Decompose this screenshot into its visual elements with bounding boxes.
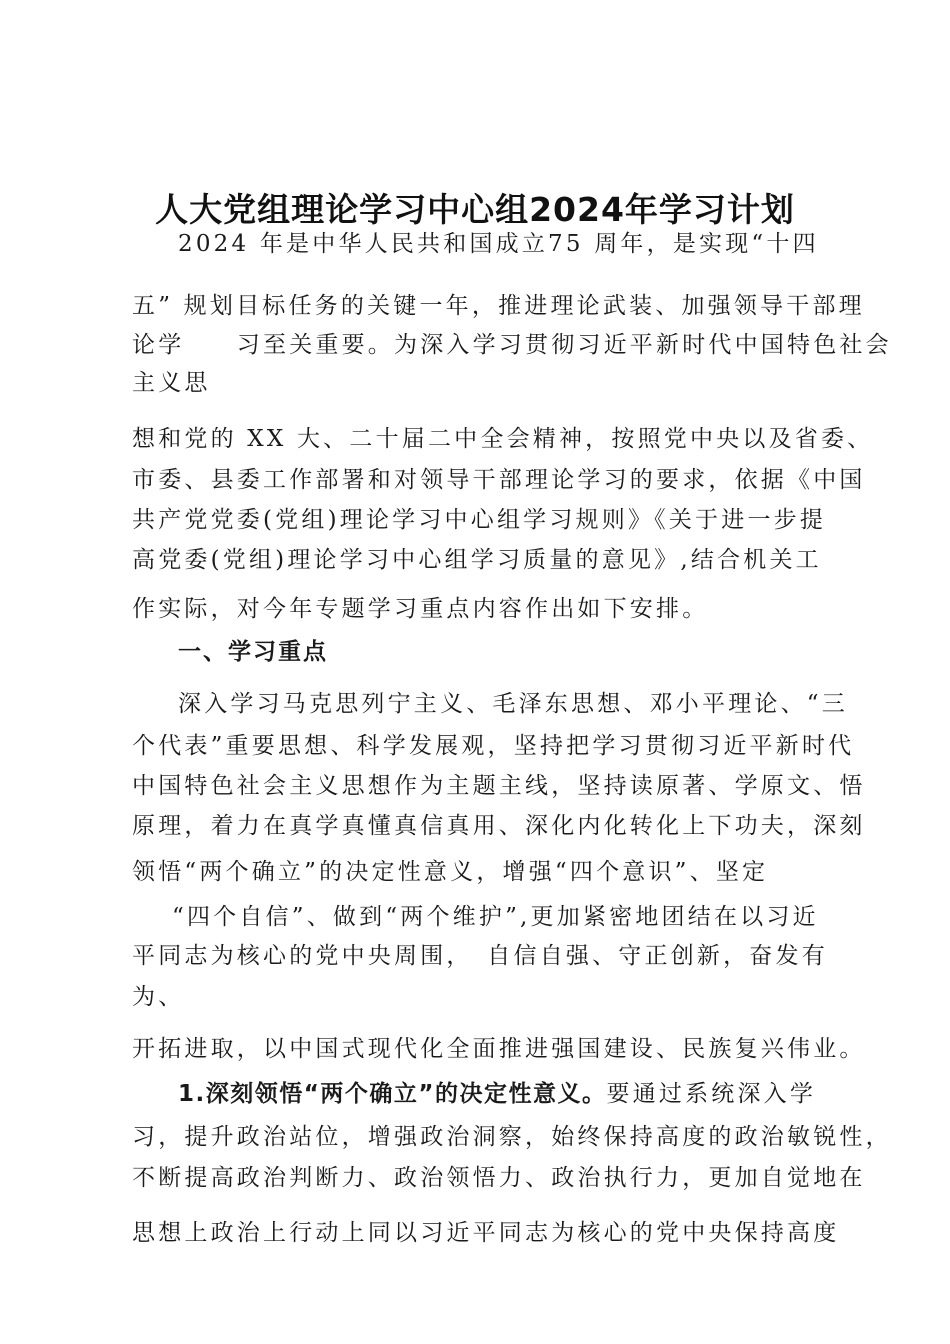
item-1-first-line: [178, 1079, 816, 1109]
item-1-heading: 1.深刻领悟“两个确立”的决定性意义。: [178, 1081, 607, 1107]
intro-line: 主义思: [132, 370, 211, 396]
intro-line: 高党委(党组)理论学习中心组学习质量的意见》,结合机关工: [132, 547, 822, 573]
section-line: 领悟“两个确立”的决定性意义，增强“四个意识”、坚定: [132, 859, 769, 885]
document-title: 人大党组理论学习中心组2024年学习计划: [155, 190, 795, 230]
intro-line: 想和党的 XX 大、二十届二中全会精神，按照党中央以及省委、: [132, 426, 874, 452]
intro-line: 市委、县委工作部署和对领导干部理论学习的要求，依据《中国: [132, 467, 866, 493]
intro-line: 论学 习至关重要。为深入学习贯彻习近平新时代中国特色社会: [132, 332, 892, 358]
intro-line: 共产党党委(党组)理论学习中心组学习规则》《关于进一步提: [132, 507, 827, 533]
item-line: 不断提高政治判断力、政治领悟力、政治执行力，更加自觉地在: [132, 1165, 866, 1191]
section-line: 中国特色社会主义思想作为主题主线，坚持读原著、学原文、悟: [132, 773, 866, 799]
intro-line: 作实际，对今年专题学习重点内容作出如下安排。: [132, 596, 709, 622]
section-heading: 一、学习重点: [178, 639, 328, 665]
intro-line: 2024 年是中华人民共和国成立75 周年，是实现“十四: [178, 231, 819, 257]
section-line: 深入学习马克思列宁主义、毛泽东思想、邓小平理论、“三: [178, 691, 848, 717]
item-line: 习，提升政治站位，增强政治洞察，始终保持高度的政治敏锐性，: [132, 1124, 892, 1150]
section-line: 个代表”重要思想、科学发展观，坚持把学习贯彻习近平新时代: [132, 733, 855, 759]
section-line: 平同志为核心的党中央周围， 自信自强、守正创新，奋发有: [132, 943, 828, 969]
intro-line: 五” 规划目标任务的关键一年，推进理论武装、加强领导干部理: [132, 293, 865, 319]
item-line: 思想上政治上行动上同以习近平同志为核心的党中央保持高度: [132, 1220, 840, 1246]
item-1-text: 要通过系统深入学: [606, 1081, 817, 1107]
section-line: 为、: [132, 984, 185, 1010]
section-line: 开拓进取，以中国式现代化全面推进强国建设、民族复兴伟业。: [132, 1036, 866, 1062]
section-line: “四个自信”、做到“两个维护”,更加紧密地团结在以习近: [172, 904, 819, 930]
section-line: 原理，着力在真学真懂真信真用、深化内化转化上下功夫，深刻: [132, 813, 866, 839]
